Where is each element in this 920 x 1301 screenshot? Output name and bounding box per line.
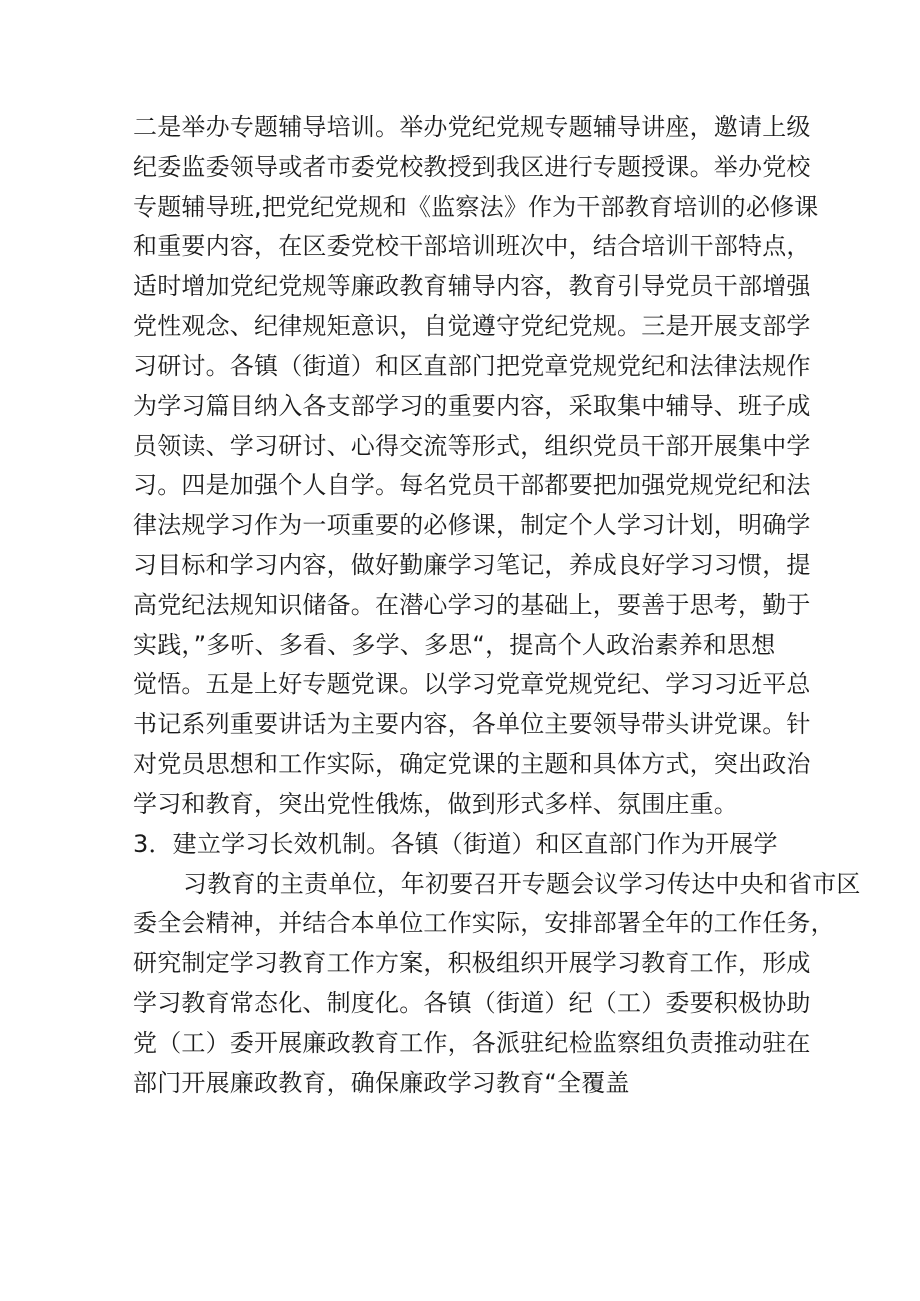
text-line: 员领读、学习研讨、心得交流等形式，组织党员干部开展集中学	[133, 432, 811, 460]
text-line: 觉悟。五是上好专题党课。以学习党章党规党纪、学习习近平总	[133, 670, 811, 698]
text-line: 习研讨。各镇（街道）和区直部门把党章党规党纪和法律法规作	[133, 352, 811, 380]
text-line: 为学习篇目纳入各支部学习的重要内容，采取集中辅导、班子成	[133, 392, 811, 420]
text-line: 部门开展廉政教育，确保廉政学习教育“全覆盖	[133, 1069, 630, 1097]
text-line: 研究制定学习教育工作方案，积极组织开展学习教育工作，形成	[133, 949, 811, 977]
text-line: 学习教育常态化、制度化。各镇（街道）纪（工）委要积极协助	[133, 989, 811, 1017]
text-line: 委全会精神，并结合本单位工作实际，安排部署全年的工作任务，	[133, 909, 835, 937]
text-line: 党（工）委开展廉政教育工作，各派驻纪检监察组负责推动驻在	[133, 1029, 811, 1057]
text-line: 适时增加党纪党规等廉政教育辅导内容，教育引导党员干部增强	[133, 272, 811, 300]
text-line: 专题辅导班,把党纪党规和《监察法》作为干部教育培训的必修课	[133, 193, 819, 221]
text-line: 律法规学习作为一项重要的必修课，制定个人学习计划，明确学	[133, 511, 811, 539]
text-line: 学习和教育，突出党性俄炼，做到形式多样、氛围庄重。	[133, 790, 738, 818]
text-line: 高党纪法规知识储备。在潜心学习的基础上，要善于思考，勤于	[133, 591, 811, 619]
text-line: 和重要内容，在区委党校干部培训班次中，结合培训干部特点，	[133, 232, 811, 260]
text-line: 纪委监委领导或者市委党校教授到我区进行专题授课。举办党校	[133, 153, 811, 181]
text-line: 实践，”多听、多看、多学、多思“，提高个人政治素养和思想	[133, 631, 776, 659]
text-line: 习目标和学习内容，做好勤廉学习笔记，养成良好学习习惯，提	[133, 551, 811, 579]
text-line: 书记系列重要讲话为主要内容，各单位主要领导带头讲党课。针	[133, 710, 811, 738]
text-line: 对党员思想和工作实际，确定党课的主题和具体方式，突出政治	[133, 750, 811, 778]
section-heading-line: 习教育的主责单位，年初要召开专题会议学习传达中央和省市区	[183, 870, 861, 898]
text-line: 二是举办专题辅导培训。举办党纪党规专题辅导讲座，邀请上级	[133, 113, 811, 141]
text-line: 习。四是加强个人自学。每名党员干部都要把加强党规党纪和法	[133, 471, 811, 499]
text-line: 党性观念、纪律规矩意识，自觉遵守党纪党规。三是开展支部学	[133, 312, 811, 340]
text-line: 3．建立学习长效机制。各镇（街道）和区直部门作为开展学	[133, 830, 778, 858]
